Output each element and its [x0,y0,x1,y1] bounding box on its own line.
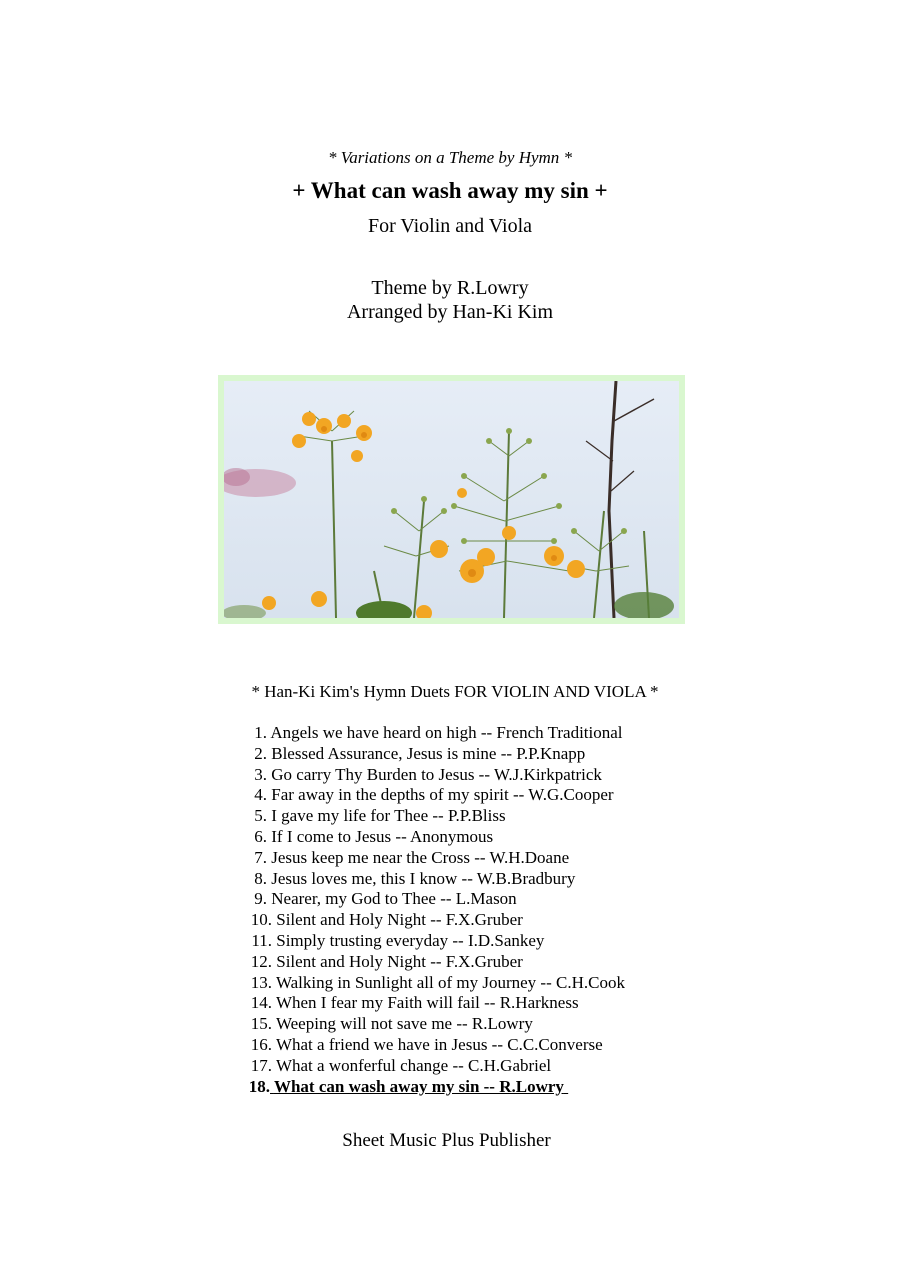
list-item: 15. Weeping will not save me -- R.Lowry [250,1014,533,1034]
song-list [246,723,625,1097]
list-item: 12. Silent and Holy Night -- F.X.Gruber [250,951,523,971]
list-item: 6. If I come to Jesus -- Anonymous [254,826,494,846]
series-tagline: * Variations on a Theme by Hymn * [327,148,573,167]
instrumentation: For Violin and Viola [367,215,533,237]
list-item: 16. What a friend we have in Jesus -- C.C.Converse [250,1034,603,1054]
flowers-illustration [224,381,679,618]
list-item: 17. What a wonferful change -- C.H.Gabriel [250,1055,552,1075]
list-item: 11. Simply trusting everyday -- I.D.Sankey [251,930,545,950]
list-item: 8. Jesus loves me, this I know -- W.B.Bradbury [254,868,576,888]
theme-credit: Theme by R.Lowry [371,277,529,299]
list-item: 7. Jesus keep me near the Cross -- W.H.Doane [254,847,570,867]
list-item: 14. When I fear my Faith will fail -- R.Harkness [250,993,579,1013]
list-item: 13. Walking in Sunlight all of my Journey -- C.H.Cook [250,972,625,992]
publisher: Sheet Music Plus Publisher [342,1130,551,1151]
list-item-current: 18. What can wash away my sin -- R.Lowry [248,1076,564,1096]
list-item: 9. Nearer, my God to Thee -- L.Mason [254,889,517,909]
page-title: + What can wash away my sin + [292,178,608,203]
arranger-credit: Arranged by Han-Ki Kim [346,301,554,323]
list-item: 5. I gave my life for Thee -- P.P.Bliss [254,806,506,826]
list-item: 10. Silent and Holy Night -- F.X.Gruber [250,910,523,930]
list-item: 4. Far away in the depths of my spirit -- W.G.Cooper [254,785,614,805]
list-item: 3. Go carry Thy Burden to Jesus -- W.J.Kirkpatrick [254,764,602,784]
list-item: 2. Blessed Assurance, Jesus is mine -- P.P.Knapp [254,743,586,763]
series-heading: * Han-Ki Kim's Hymn Duets FOR VIOLIN AND VIOLA * [251,682,659,701]
cover-image [218,375,685,624]
list-item: 1. Angels we have heard on high -- French Traditional [254,723,623,742]
